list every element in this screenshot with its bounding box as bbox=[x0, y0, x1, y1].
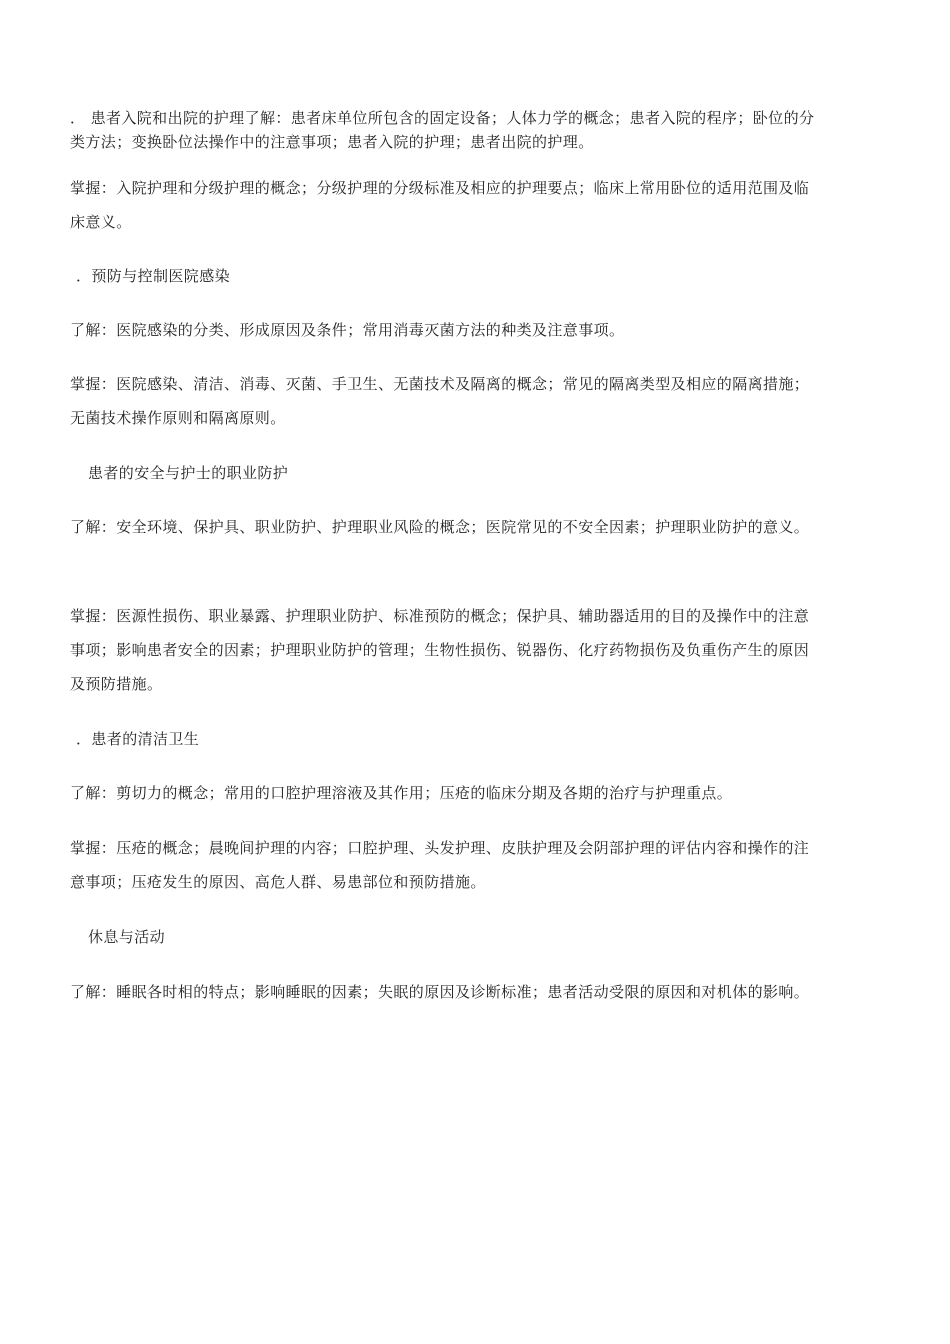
paragraph-rest-understand: 了解：睡眠各时相的特点；影响睡眠的因素；失眠的原因及诊断标准；患者活动受限的原因和对机体的影响。 bbox=[70, 983, 810, 1001]
heading-rest-activity: 休息与活动 bbox=[88, 928, 166, 946]
paragraph-safety-master: 掌握：医源性损伤、职业暴露、护理职业防护、标准预防的概念；保护具、辅助器适用的目的及操作中的注意事项；影响患者安全的因素；护理职业防护的管理；生物性损伤、锐器伤、化疗药物损伤及负重伤产生的原因及预防措施。 bbox=[70, 607, 810, 693]
paragraph-admission-master: 掌握：入院护理和分级护理的概念；分级护理的分级标准及相应的护理要点；临床上常用卧位的适用范围及临床意义。 bbox=[70, 179, 810, 231]
paragraph-hygiene-understand: 了解：剪切力的概念；常用的口腔护理溶液及其作用；压疮的临床分期及各期的治疗与护理重点。 bbox=[70, 784, 733, 802]
paragraph-infection-master: 掌握：医院感染、清洁、消毒、灭菌、手卫生、无菌技术及隔离的概念；常见的隔离类型及相应的隔离措施；无菌技术操作原则和隔离原则。 bbox=[70, 375, 810, 427]
paragraph-safety-understand: 了解：安全环境、保护具、职业防护、护理职业风险的概念；医院常见的不安全因素；护理职业防护的意义。 bbox=[70, 518, 810, 536]
paragraph-infection-understand: 了解：医院感染的分类、形成原因及条件；常用消毒灭菌方法的种类及注意事项。 bbox=[70, 321, 625, 339]
heading-infection-control: ．预防与控制医院感染 bbox=[76, 267, 231, 285]
heading-hygiene: ．患者的清洁卫生 bbox=[76, 730, 200, 748]
heading-safety-protection: 患者的安全与护士的职业防护 bbox=[88, 464, 289, 482]
paragraph-admission-discharge: ． 患者入院和出院的护理了解：患者床单位所包含的固定设备；人体力学的概念；患者入院的程序；卧位的分类方法；变换卧位法操作中的注意事项；患者入院的护理；患者出院的护理。 bbox=[70, 109, 815, 151]
paragraph-hygiene-master: 掌握：压疮的概念；晨晚间护理的内容；口腔护理、头发护理、皮肤护理及会阴部护理的评估内容和操作的注意事项；压疮发生的原因、高危人群、易患部位和预防措施。 bbox=[70, 839, 810, 891]
